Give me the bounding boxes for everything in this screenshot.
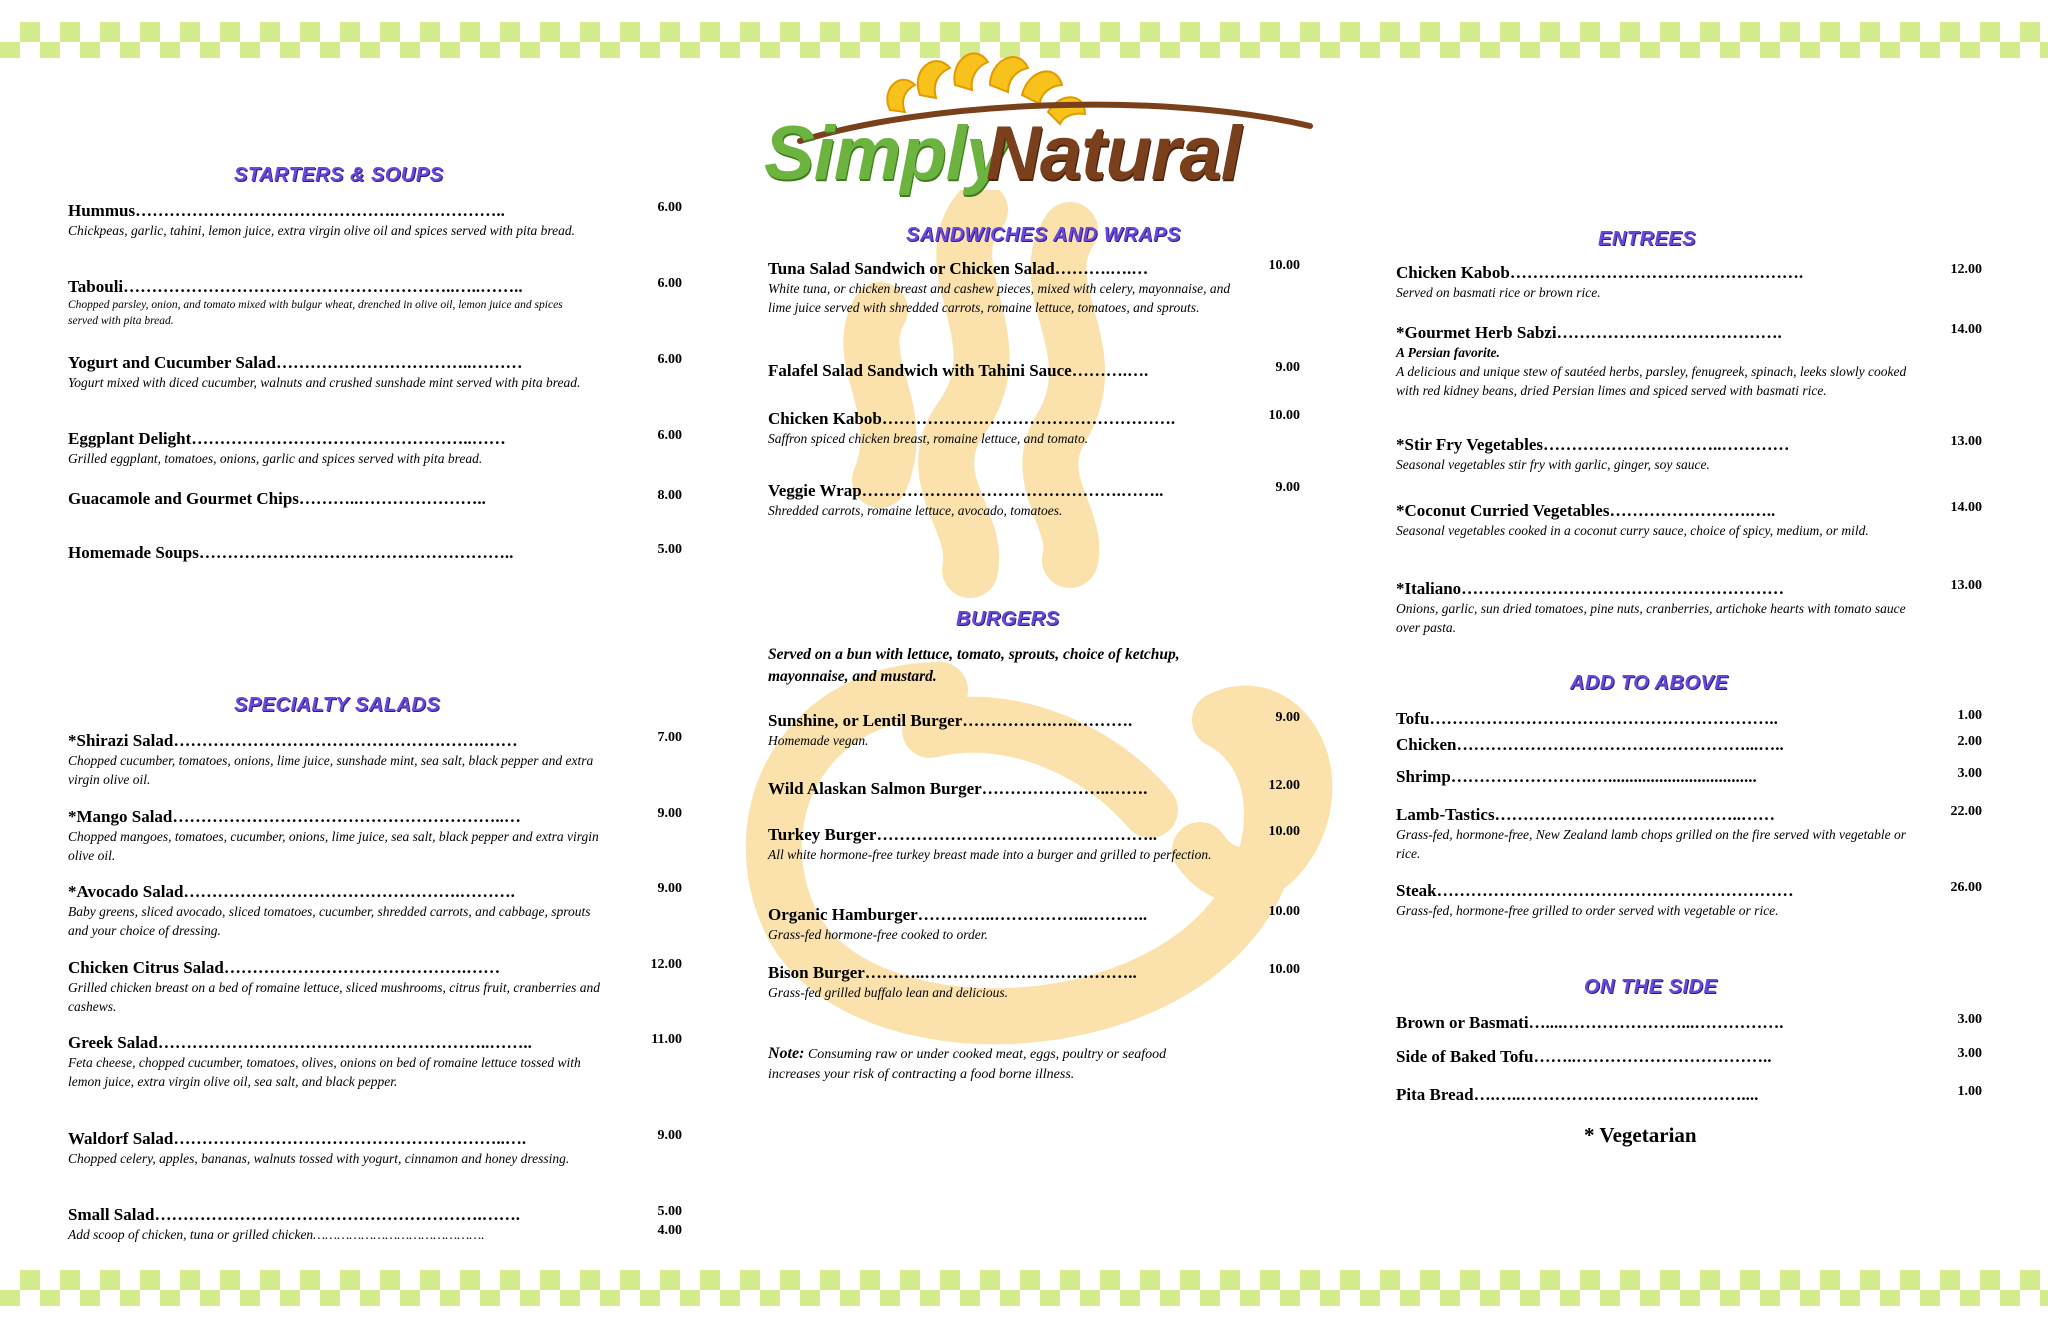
item-name: Brown or Basmati…....…………………...……………. <box>1396 1013 1784 1032</box>
item-description: Chopped cucumber, tomatoes, onions, lime juice, sunshade mint, sea salt, black pepper and extra virgin olive oil. <box>68 753 594 787</box>
item-name: Greek Salad…………………………………………………..…….. <box>68 1033 532 1052</box>
item-description: White tuna, or chicken breast and cashew pieces, mixed with celery, mayonnaise, and lime juice served with shredded carrots, romaine lettuce, tomatoes, and sprouts. <box>768 281 1231 315</box>
item-description: Saffron spiced chicken breast, romaine lettuce, and tomato. <box>768 431 1089 446</box>
item-name: Yogurt and Cucumber Salad……………………………..……… <box>68 353 523 372</box>
menu-item <box>68 352 598 392</box>
item-price: 2.00 <box>1957 734 1982 749</box>
item-name: Pita Bread….…..………………………………….... <box>1396 1085 1759 1104</box>
item-price: 10.00 <box>1268 962 1300 977</box>
item-price: 9.00 <box>1275 710 1300 725</box>
menu-item <box>1396 734 1916 755</box>
menu-item <box>1396 1046 1916 1067</box>
item-name: Chicken Citrus Salad…………………………………….…… <box>68 958 501 977</box>
item-description: Seasonal vegetables cooked in a coconut curry sauce, choice of spicy, medium, or mild. <box>1396 523 1869 538</box>
menu-item <box>68 1128 608 1168</box>
item-description: Chopped mangoes, tomatoes, cucumber, onions, lime juice, sea salt, black pepper and extra virgin olive oil. <box>68 829 599 863</box>
item-subtitle: A Persian favorite. <box>1396 345 1500 360</box>
menu-item <box>1396 262 1916 302</box>
item-price: 26.00 <box>1950 880 1982 895</box>
item-name: Shrimp…………………….…................................... <box>1396 767 1757 786</box>
item-name: *Coconut Curried Vegetables…………………….….. <box>1396 501 1776 520</box>
item-price: 5.00 <box>657 1204 682 1219</box>
item-price: 6.00 <box>657 200 682 215</box>
item-name: Eggplant Delight…………………………………………..…… <box>68 429 506 448</box>
item-description: Shredded carrots, romaine lettuce, avocado, tomatoes. <box>768 503 1063 518</box>
item-description: Seasonal vegetables stir fry with garlic, ginger, soy sauce. <box>1396 457 1710 472</box>
item-price: 1.00 <box>1957 1084 1982 1099</box>
section-title-starters: STARTERS & SOUPS <box>234 164 444 186</box>
menu-item <box>768 824 1248 864</box>
menu-item <box>768 480 1248 520</box>
item-price: 7.00 <box>657 730 682 745</box>
item-price-secondary: 4.00 <box>657 1223 682 1238</box>
item-name: Side of Baked Tofu……..…………………………….. <box>1396 1047 1772 1066</box>
menu-item <box>1396 434 1916 474</box>
item-price: 6.00 <box>657 428 682 443</box>
item-price: 6.00 <box>657 276 682 291</box>
item-description: Homemade vegan. <box>768 733 869 748</box>
item-price: 3.00 <box>1957 1046 1982 1061</box>
item-name: *Gourmet Herb Sabzi…………………………………. <box>1396 323 1782 342</box>
menu-item <box>68 488 608 509</box>
item-name: *Stir Fry Vegetables…………………………..………… <box>1396 435 1790 454</box>
food-safety-note <box>768 1044 1208 1085</box>
burgers-intro: Served on a bun with lettuce, tomato, sprouts, choice of ketchup, mayonnaise, and mustard. <box>768 646 1180 685</box>
item-name: Tuna Salad Sandwich or Chicken Salad……….….… <box>768 259 1149 278</box>
section-title-on-the-side: ON THE SIDE <box>1584 976 1718 998</box>
brand-logo <box>760 40 1330 196</box>
item-price: 11.00 <box>651 1032 682 1047</box>
menu-item <box>68 276 588 329</box>
menu-item <box>1396 880 1916 920</box>
item-description: Baby greens, sliced avocado, sliced tomatoes, cucumber, shredded carrots, and cabbage, sprouts and your choice of dressing. <box>68 904 591 938</box>
vegetarian-legend: * Vegetarian <box>1584 1123 1697 1147</box>
item-description: Grass-fed hormone-free cooked to order. <box>768 927 988 942</box>
section-title-burgers: BURGERS <box>956 608 1060 630</box>
item-price: 14.00 <box>1950 322 1982 337</box>
item-description: A delicious and unique stew of sautéed herbs, parsley, fenugreek, spinach, leeks slowly cooked with red kidney beans, dried Persian limes and spiced served with basmati rice. <box>1396 364 1907 398</box>
item-price: 9.00 <box>657 881 682 896</box>
item-description: Grass-fed grilled buffalo lean and delicious. <box>768 985 1008 1000</box>
item-name: *Avocado Salad………………………………………….………. <box>68 882 515 901</box>
item-price: 22.00 <box>1950 804 1982 819</box>
note-text: Consuming raw or under cooked meat, eggs, poultry or seafood increases your risk of contracting a food borne illness. <box>768 1047 1167 1082</box>
item-name: Bison Burger………..……………………………….. <box>768 963 1137 982</box>
menu-item <box>768 408 1248 448</box>
item-name: Steak……………………………………………………… <box>1396 881 1794 900</box>
item-price: 9.00 <box>657 1128 682 1143</box>
menu-item <box>768 778 1248 799</box>
menu-item <box>68 957 608 1016</box>
item-price: 10.00 <box>1268 258 1300 273</box>
item-name: Tabouli…………………………………………………..…..…….. <box>68 277 523 296</box>
item-name: Veggie Wrap……………………………………….…….. <box>768 481 1164 500</box>
item-description: Add scoop of chicken, tuna or grilled chicken……………………………………. <box>68 1227 485 1242</box>
item-name: Wild Alaskan Salmon Burger…………………..……. <box>768 779 1148 798</box>
menu-item <box>768 258 1248 317</box>
menu-item <box>1396 500 1916 540</box>
note-label: Note: <box>768 1045 805 1062</box>
item-name: Chicken Kabob……………………………………………. <box>1396 263 1804 282</box>
item-name: *Italiano………………………………………………… <box>1396 579 1785 598</box>
logo-word-simply: Simply <box>764 111 1008 196</box>
item-description: Chopped celery, apples, bananas, walnuts tossed with yogurt, cinnamon and honey dressing. <box>68 1151 570 1166</box>
item-price: 14.00 <box>1950 500 1982 515</box>
item-price: 6.00 <box>657 352 682 367</box>
checkered-border-bottom <box>0 1270 2048 1306</box>
item-name: Guacamole and Gourmet Chips………..………………….. <box>68 489 486 508</box>
menu-item <box>768 962 1248 1002</box>
menu-item <box>768 904 1248 944</box>
item-name: *Mango Salad…………………………………………………..… <box>68 807 521 826</box>
item-name: Hummus……………………………………….……………….. <box>68 201 505 220</box>
menu-item <box>1396 708 1916 729</box>
item-description: Grilled chicken breast on a bed of romaine lettuce, sliced mushrooms, citrus fruit, cranberries and cashews. <box>68 980 601 1014</box>
item-price: 5.00 <box>657 542 682 557</box>
section-title-salads: SPECIALTY SALADS <box>234 694 441 716</box>
item-name: Chicken……………………………………………...….. <box>1396 735 1784 754</box>
menu-item <box>1396 322 1916 400</box>
menu-item <box>68 881 608 940</box>
item-description: Grilled eggplant, tomatoes, onions, garlic and spices served with pita bread. <box>68 451 483 466</box>
item-price: 10.00 <box>1268 904 1300 919</box>
item-price: 9.00 <box>1275 360 1300 375</box>
item-name: Small Salad………………………………………………….……. <box>68 1205 520 1224</box>
coffee-cup-watermark-icon <box>680 190 1340 1090</box>
item-name: Turkey Burger………………………………………….. <box>768 825 1157 844</box>
item-description: Chickpeas, garlic, tahini, lemon juice, extra virgin olive oil and spices served with pita bread. <box>68 223 576 238</box>
item-price: 12.00 <box>1268 778 1300 793</box>
menu-item <box>68 1204 608 1244</box>
menu-item <box>68 428 608 468</box>
item-price: 10.00 <box>1268 408 1300 423</box>
item-name: Tofu…………………………………………………….. <box>1396 709 1778 728</box>
menu-item <box>68 730 608 789</box>
item-description: Yogurt mixed with diced cucumber, walnuts and crushed sunshade mint served with pita bread. <box>68 375 581 390</box>
item-price: 3.00 <box>1957 766 1982 781</box>
menu-item <box>1396 578 1916 637</box>
item-name: Chicken Kabob……………………………………………. <box>768 409 1176 428</box>
item-description: All white hormone-free turkey breast made into a burger and grilled to perfection. <box>768 847 1212 862</box>
menu-item <box>1396 1084 1916 1105</box>
menu-item <box>1396 804 1916 863</box>
section-title-sandwiches: SANDWICHES AND WRAPS <box>906 224 1181 246</box>
item-name: Organic Hamburger…………..……………..……….. <box>768 905 1148 924</box>
item-price: 13.00 <box>1950 578 1982 593</box>
item-description: Grass-fed, hormone-free, New Zealand lamb chops grilled on the fire served with vegetable or rice. <box>1396 827 1907 861</box>
item-price: 3.00 <box>1957 1012 1982 1027</box>
item-price: 9.00 <box>1275 480 1300 495</box>
menu-item <box>1396 766 1916 787</box>
item-name: Sunshine, or Lentil Burger…………….…..………. <box>768 711 1133 730</box>
item-price: 12.00 <box>650 957 682 972</box>
menu-item <box>68 806 608 865</box>
item-description: Chopped parsley, onion, and tomato mixed with bulgur wheat, drenched in olive oil, lemon juice and spices served with pita bread. <box>68 299 563 327</box>
item-price: 12.00 <box>1950 262 1982 277</box>
item-description: Onions, garlic, sun dried tomatoes, pine nuts, cranberries, artichoke hearts with tomato sauce over pasta. <box>1396 601 1906 635</box>
menu-item <box>68 1032 608 1091</box>
item-price: 9.00 <box>657 806 682 821</box>
item-price: 1.00 <box>1957 708 1982 723</box>
item-name: Falafel Salad Sandwich with Tahini Sauce……….…. <box>768 361 1149 380</box>
item-price: 10.00 <box>1268 824 1300 839</box>
section-title-add-to-above: ADD TO ABOVE <box>1570 672 1729 694</box>
logo-word-natural: Natural <box>986 111 1241 196</box>
item-name: Lamb-Tastics……………………………………..…… <box>1396 805 1776 824</box>
item-description: Grass-fed, hormone-free grilled to order served with vegetable or rice. <box>1396 903 1779 918</box>
item-description: Served on basmati rice or brown rice. <box>1396 285 1601 300</box>
item-name: Homemade Soups……………………………………………….. <box>68 543 514 562</box>
menu-item <box>68 542 608 563</box>
menu-item <box>768 360 1248 381</box>
menu-item <box>768 710 1248 750</box>
item-price: 13.00 <box>1950 434 1982 449</box>
item-name: *Shirazi Salad……………………………………………….…… <box>68 731 518 750</box>
menu-item <box>1396 1012 1916 1033</box>
item-description: Feta cheese, chopped cucumber, tomatoes, olives, onions on bed of romaine lettuce tossed with lemon juice, extra virgin olive oil, sea salt, and black pepper. <box>68 1055 581 1089</box>
menu-item <box>68 200 598 240</box>
item-name: Waldorf Salad…………………………………………………..…. <box>68 1129 527 1148</box>
section-title-entrees: ENTREES <box>1598 228 1696 250</box>
item-price: 8.00 <box>657 488 682 503</box>
